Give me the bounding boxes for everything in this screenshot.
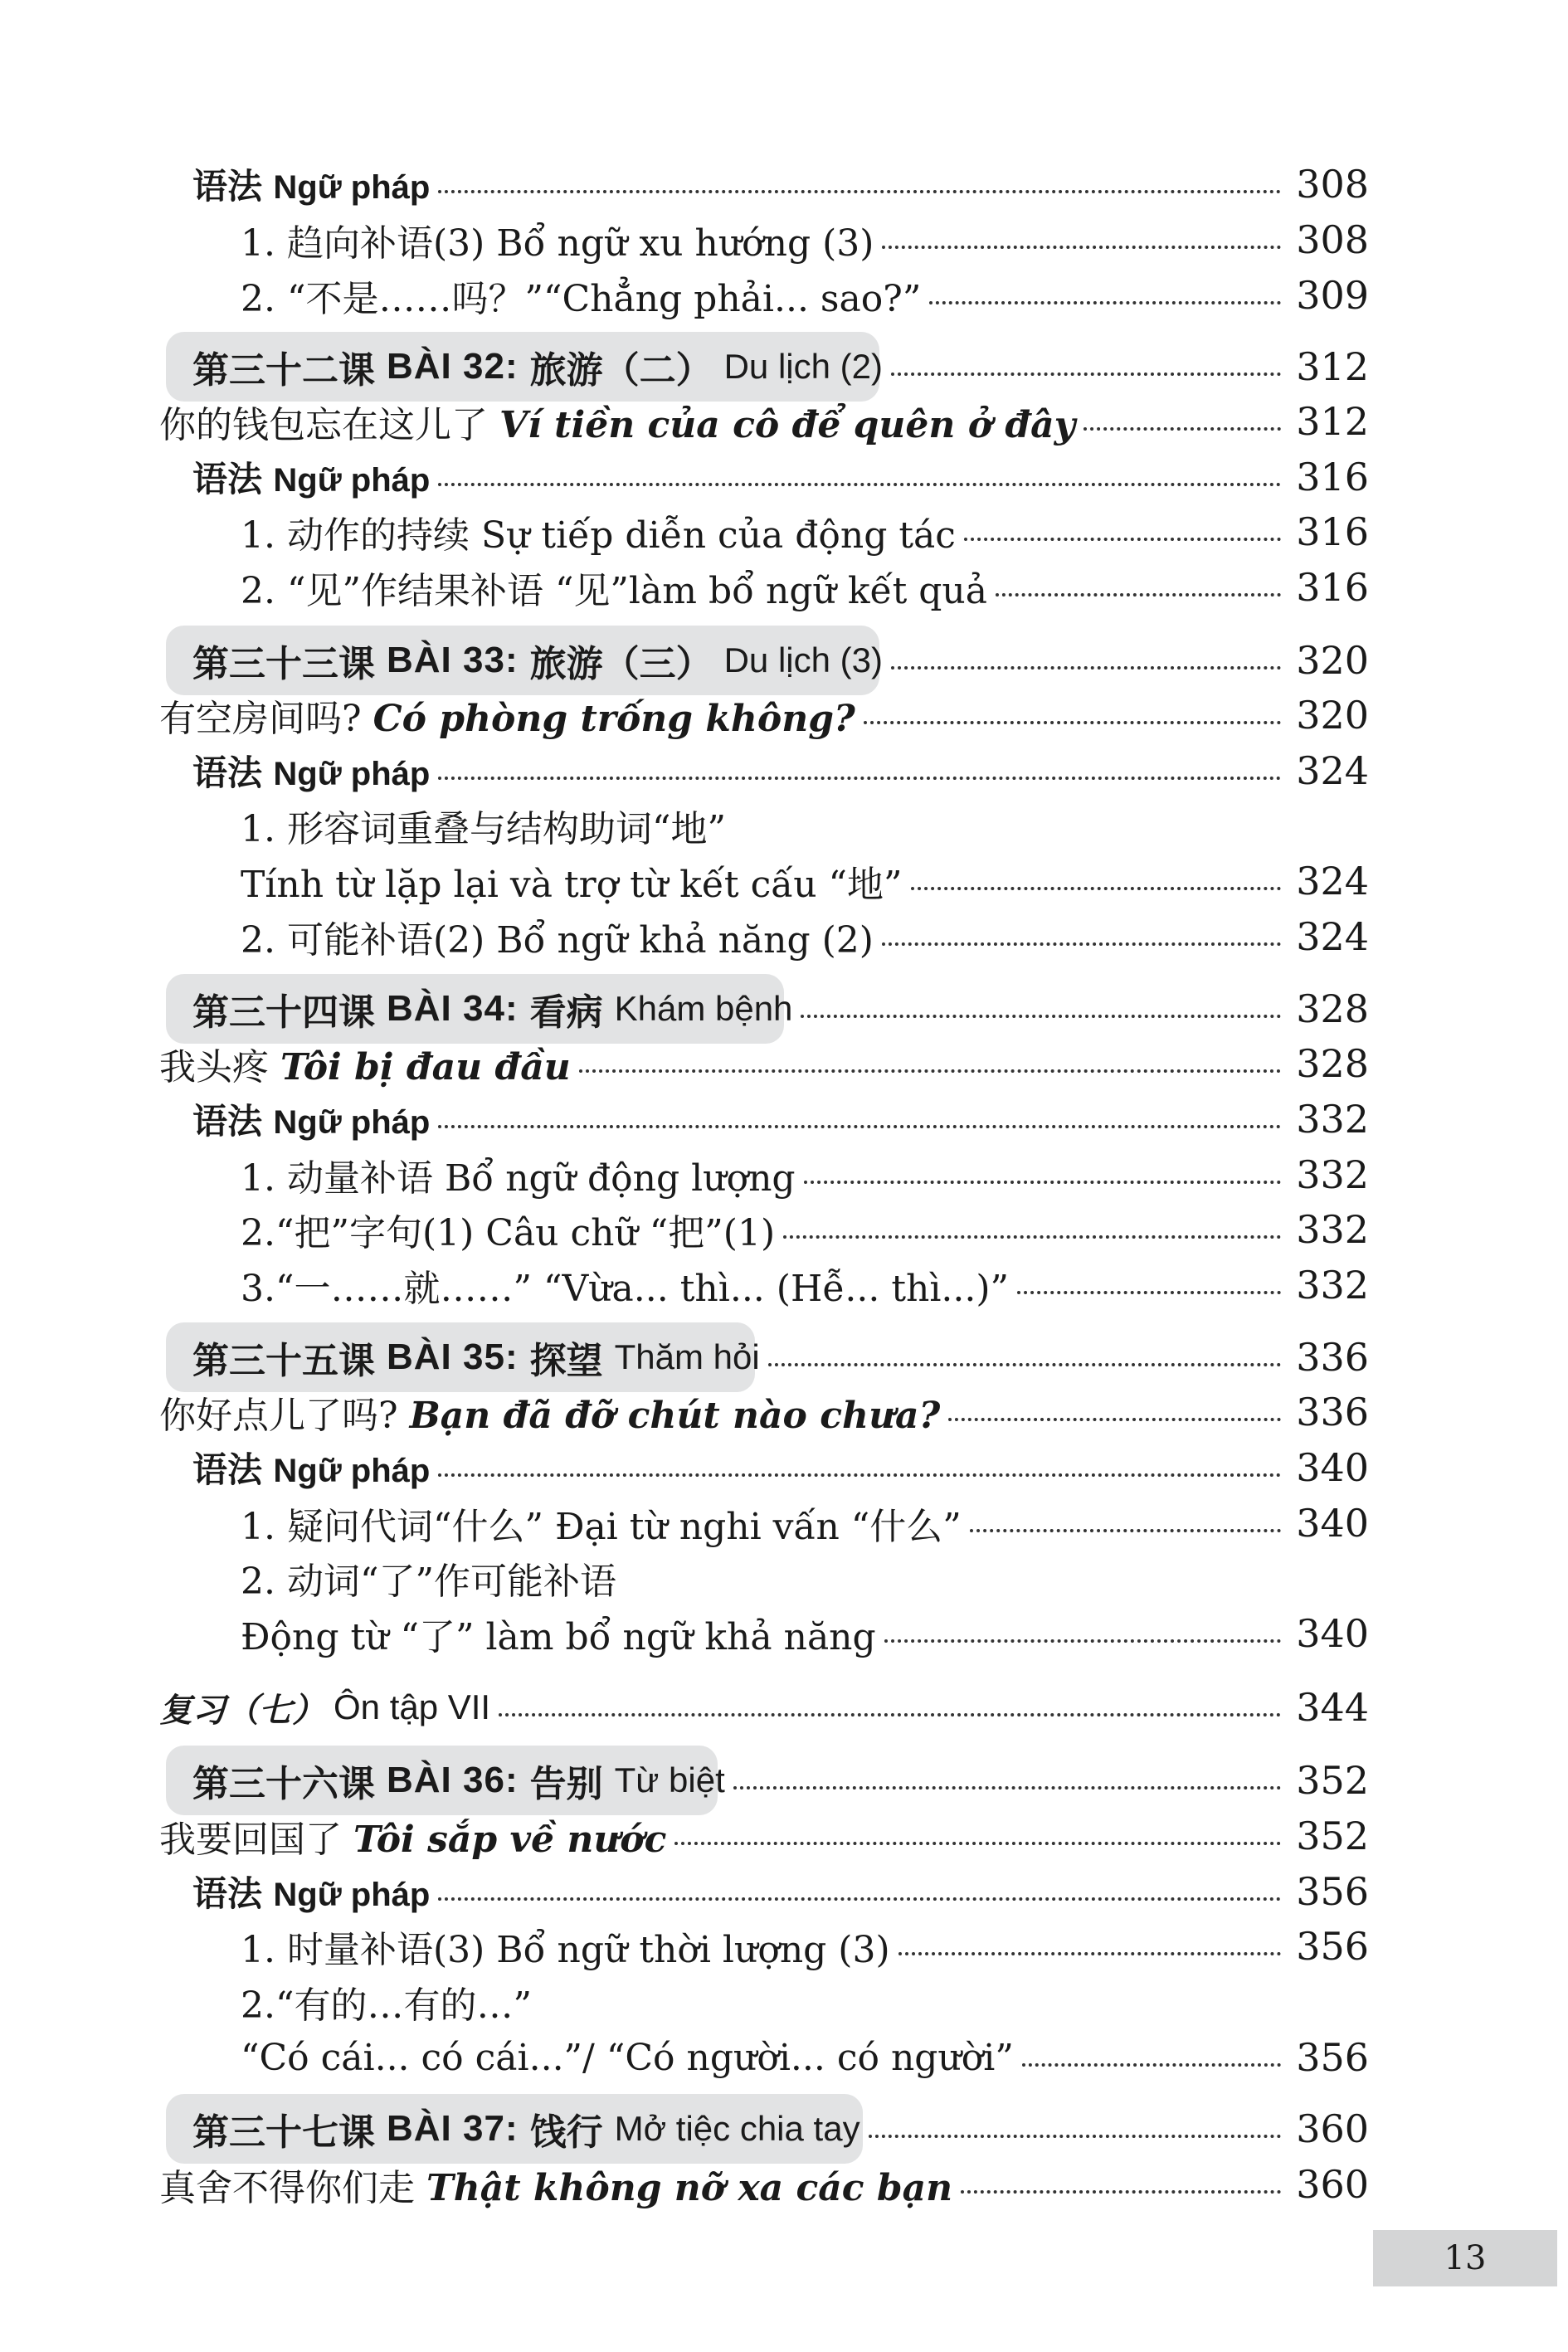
page-number-ref: 332 <box>1296 1263 1369 1307</box>
toc-entry-label <box>0 1754 725 1807</box>
toc-entry-label <box>0 2102 860 2155</box>
grammar-label-cn: 语法 <box>192 459 263 499</box>
lesson-number-vi: BÀI 33: <box>387 640 519 680</box>
grammar-item-text: 1. 动量补语 Bổ ngữ động lượng <box>241 1157 796 1200</box>
lesson-title-vi: Thăm hỏi <box>614 1337 760 1376</box>
dialog-title-vi: Tôi sắp về nước <box>353 1819 667 1861</box>
grammar-label-cn: 语法 <box>192 166 263 207</box>
grammar-label-vi: Ngữ pháp <box>273 169 431 206</box>
dot-leader <box>869 2135 1282 2138</box>
grammar-item-text: 1. 时量补语(3) Bổ ngữ thời lượng (3) <box>241 1929 890 1971</box>
toc-row-item[interactable] <box>0 1553 1568 1603</box>
dialog-title-cn: 有空房间吗? <box>159 698 362 740</box>
toc-entry-label <box>0 395 1075 448</box>
grammar-label-vi: Ngữ pháp <box>273 1104 431 1141</box>
toc-entry-label <box>0 1809 666 1863</box>
page-number-ref: 336 <box>1296 1390 1369 1434</box>
lesson-title-vi: Du lịch (3) <box>723 640 883 679</box>
toc-row-grammar[interactable] <box>0 1443 1568 1493</box>
dot-leader <box>499 1713 1281 1717</box>
toc-entry-label <box>0 269 921 322</box>
dot-leader <box>438 777 1281 780</box>
toc-entry-label <box>0 1443 430 1493</box>
toc-row-item[interactable] <box>0 1921 1568 1971</box>
dot-leader <box>438 1897 1281 1901</box>
grammar-item-text: 1. 形容词重叠与结构助词“地” <box>241 808 726 850</box>
toc-row-item[interactable] <box>0 1260 1568 1310</box>
lesson-title-cn: 告别 <box>529 1763 603 1805</box>
dialog-title-cn: 你好点儿了吗? <box>159 1395 398 1437</box>
lesson-title-cn: 旅游（二） <box>529 349 713 392</box>
toc-row-item[interactable] <box>0 507 1568 557</box>
toc-entry-label <box>0 340 883 393</box>
dot-leader <box>674 1842 1281 1845</box>
lesson-number-cn: 第三十六课 <box>192 1763 375 1805</box>
toc-row-item[interactable] <box>0 270 1568 320</box>
dialog-title-vi: Có phòng trống không? <box>373 698 855 740</box>
toc-row-dialog[interactable] <box>0 397 1568 446</box>
toc-row-dialog[interactable] <box>0 2160 1568 2209</box>
toc-row-item[interactable] <box>0 562 1568 612</box>
toc-entry-label <box>0 1037 571 1090</box>
toc-entry-label <box>0 1094 430 1144</box>
grammar-label-cn: 语法 <box>192 752 263 793</box>
page-number-ref: 309 <box>1296 273 1369 318</box>
toc-entry-label <box>0 561 987 614</box>
page-number-ref: 344 <box>1296 1685 1369 1730</box>
lesson-number-cn: 第三十二课 <box>192 349 375 392</box>
dot-leader <box>891 373 1281 376</box>
toc-row-dialog[interactable] <box>0 690 1568 740</box>
lesson-number-vi: BÀI 36: <box>387 1760 519 1800</box>
toc-entry-label <box>0 213 874 266</box>
review-title-cn: 复习（七） <box>159 1691 325 1730</box>
grammar-item-text: 2.“把”字句(1) Câu chữ “把”(1) <box>241 1212 776 1254</box>
dot-leader <box>961 2190 1281 2194</box>
dot-leader <box>1017 1291 1281 1294</box>
page-number-ref: 320 <box>1296 693 1369 738</box>
page-number-ref: 332 <box>1296 1097 1369 1142</box>
grammar-label-vi: Ngữ pháp <box>273 756 431 792</box>
lesson-number-vi: BÀI 32: <box>387 346 519 387</box>
grammar-item-text: 1. 动作的持续 Sự tiếp diễn của động tác <box>241 514 956 557</box>
grammar-item-text: Tính từ lặp lại và trợ từ kết cấu “地” <box>241 864 903 906</box>
toc-row-dialog[interactable] <box>0 1811 1568 1861</box>
grammar-item-text: 3.“一……就……” “Vừa... thì... (Hễ... thì...)” <box>241 1268 1010 1310</box>
grammar-item-text: “Có cái... có cái...”/ “Có người... có người” <box>241 2036 1014 2079</box>
toc-row-grammar[interactable] <box>0 452 1568 502</box>
lesson-title-cn: 探望 <box>529 1340 603 1382</box>
lesson-number-vi: BÀI 35: <box>387 1337 519 1377</box>
toc-row-item[interactable] <box>0 1498 1568 1548</box>
grammar-label-vi: Ngữ pháp <box>273 1877 431 1913</box>
dot-leader <box>804 1181 1282 1184</box>
dot-leader <box>884 1639 1282 1643</box>
toc-entry-label <box>0 2158 952 2211</box>
toc-row-lesson[interactable] <box>0 2104 1568 2154</box>
toc-row-item[interactable] <box>0 801 1568 850</box>
toc-row-dialog[interactable] <box>0 1387 1568 1437</box>
page-number-ref: 320 <box>1296 638 1369 683</box>
toc-entry-label <box>0 689 855 742</box>
toc-row-item[interactable] <box>0 856 1568 906</box>
page-number-ref: 332 <box>1296 1152 1369 1197</box>
grammar-label-vi: Ngữ pháp <box>273 462 431 499</box>
page-number-ref: 316 <box>1296 455 1369 499</box>
review-title-vi: Ôn tập VII <box>334 1687 491 1726</box>
page-number-ref: 340 <box>1296 1501 1369 1546</box>
toc-entry-label <box>0 1920 890 1973</box>
dot-leader <box>864 721 1281 724</box>
toc-entry-label <box>0 634 883 687</box>
page-number-ref: 336 <box>1296 1335 1369 1380</box>
dialog-title-cn: 我要回国了 <box>159 1819 342 1861</box>
toc-entry-label <box>0 746 430 796</box>
toc-row-lesson[interactable] <box>0 1755 1568 1805</box>
dot-leader <box>970 1529 1281 1532</box>
dialog-title-vi: Tôi bị đau đầu <box>280 1046 571 1088</box>
toc-entry-label <box>0 159 430 209</box>
dot-leader <box>929 301 1281 304</box>
grammar-item-text: 1. 趋向补语(3) Bổ ngữ xu hướng (3) <box>241 222 874 265</box>
toc-row-item[interactable] <box>0 215 1568 265</box>
page-number-ref: 316 <box>1296 565 1369 610</box>
page-number-ref: 324 <box>1296 859 1369 903</box>
toc-row-item[interactable] <box>0 912 1568 962</box>
dot-leader <box>438 1473 1281 1477</box>
toc-row-item[interactable] <box>0 1609 1568 1658</box>
grammar-label-cn: 语法 <box>192 1449 263 1490</box>
dialog-title-vi: Ví tiền của cô để quên ở đây <box>499 404 1076 446</box>
toc-row-grammar[interactable] <box>0 159 1568 209</box>
dialog-title-cn: 你的钱包忘在这儿了 <box>159 404 488 446</box>
grammar-item-text: Động từ “了” làm bổ ngữ khả năng <box>241 1616 876 1658</box>
toc-entry-label <box>0 1331 760 1384</box>
dot-leader <box>882 942 1281 946</box>
toc-entry-label <box>0 855 903 908</box>
toc-row-review[interactable] <box>0 1682 1568 1732</box>
page-number-ref: 328 <box>1296 986 1369 1031</box>
toc-entry-label <box>0 1684 490 1731</box>
lesson-title-cn: 看病 <box>529 991 603 1034</box>
page-number-ref: 316 <box>1296 509 1369 554</box>
lesson-number-cn: 第三十五课 <box>192 1340 375 1382</box>
grammar-item-text: 2. “不是……吗？”“Chẳng phải... sao?” <box>241 278 922 320</box>
page-number-ref: 360 <box>1296 2106 1369 2151</box>
page-number-ref: 308 <box>1296 162 1369 207</box>
toc-row-grammar[interactable] <box>0 746 1568 796</box>
page-number-box <box>1373 2230 1557 2286</box>
toc-entry-label <box>0 1975 532 2028</box>
lesson-title-vi: Du lịch (2) <box>723 347 883 386</box>
page-number-ref: 360 <box>1296 2162 1369 2207</box>
dot-leader <box>891 666 1281 670</box>
grammar-item-text: 2. 可能补语(2) Bổ ngữ khả năng (2) <box>241 919 874 962</box>
toc-entry-label <box>0 1259 1009 1312</box>
page-number-ref: 352 <box>1296 1814 1369 1858</box>
dot-leader <box>438 483 1281 486</box>
toc-entry-label <box>0 505 956 558</box>
page-number-ref: 312 <box>1296 344 1369 389</box>
page-number-ref: 356 <box>1296 1924 1369 1969</box>
grammar-item-text: 2.“有的…有的…” <box>241 1984 532 2027</box>
page-number-ref: 356 <box>1296 1869 1369 1914</box>
grammar-item-text: 2. “见”作结果补语 “见”làm bổ ngữ kết quả <box>241 570 987 612</box>
toc-entry-label <box>0 452 430 502</box>
toc-entry-label <box>0 1203 775 1256</box>
toc-row-lesson[interactable] <box>0 635 1568 685</box>
lesson-title-vi: Khám bệnh <box>614 989 793 1028</box>
toc-row-grammar[interactable] <box>0 1094 1568 1144</box>
toc-entry-label <box>0 1867 430 1916</box>
toc-entry-label <box>0 1551 616 1605</box>
toc-entry-label <box>0 799 726 852</box>
toc-row-lesson[interactable] <box>0 984 1568 1034</box>
dot-leader <box>438 190 1281 193</box>
page-number-ref: 356 <box>1296 2035 1369 2080</box>
lesson-title-vi: Mở tiệc chia tay <box>614 2109 860 2148</box>
page-number-ref: 332 <box>1296 1207 1369 1252</box>
grammar-label-cn: 语法 <box>192 1101 263 1142</box>
toc-entry-label <box>0 1607 876 1660</box>
page-number-ref: 324 <box>1296 914 1369 959</box>
page-number-ref: 340 <box>1296 1445 1369 1490</box>
dot-leader <box>579 1069 1281 1073</box>
lesson-title-cn: 饯行 <box>529 2111 603 2154</box>
dot-leader <box>801 1015 1281 1018</box>
dot-leader <box>733 1786 1281 1790</box>
toc-row-item[interactable] <box>0 1977 1568 2027</box>
lesson-title-vi: Từ biệt <box>614 1760 725 1799</box>
toc-row-item[interactable] <box>0 1205 1568 1254</box>
dot-leader <box>1083 427 1281 431</box>
page-number-ref: 308 <box>1296 217 1369 262</box>
toc-entry-label <box>0 1385 940 1439</box>
page-number: 13 <box>1444 2239 1487 2277</box>
lesson-title-cn: 旅游（三） <box>529 643 713 685</box>
dot-leader <box>783 1235 1281 1239</box>
toc-row-item[interactable] <box>0 1150 1568 1200</box>
dialog-title-vi: Thật không nỡ xa các bạn <box>426 2167 953 2209</box>
dot-leader <box>768 1363 1282 1366</box>
toc-row-dialog[interactable] <box>0 1039 1568 1088</box>
toc-entry-label <box>0 1497 962 1550</box>
page-number-ref: 328 <box>1296 1041 1369 1086</box>
toc-row-item[interactable] <box>0 2033 1568 2082</box>
grammar-item-text: 2. 动词“了”作可能补语 <box>241 1561 616 1603</box>
lesson-number-vi: BÀI 37: <box>387 2108 519 2149</box>
dot-leader <box>996 593 1281 597</box>
dialog-title-vi: Bạn đã đỡ chút nào chưa? <box>409 1395 941 1437</box>
toc-row-lesson[interactable] <box>0 342 1568 392</box>
dot-leader <box>911 887 1282 890</box>
grammar-label-cn: 语法 <box>192 1873 263 1914</box>
dialog-title-cn: 我头疼 <box>159 1046 269 1088</box>
dot-leader <box>948 1418 1281 1421</box>
toc-entry-label <box>0 1148 796 1201</box>
grammar-item-text: 1. 疑问代词“什么” Đại từ nghi vấn “什么” <box>241 1506 962 1548</box>
dot-leader <box>1022 2063 1281 2067</box>
lesson-number-cn: 第三十七课 <box>192 2111 375 2154</box>
toc-row-lesson[interactable] <box>0 1332 1568 1382</box>
toc-entry-label <box>0 982 792 1035</box>
page-number-ref: 312 <box>1296 399 1369 444</box>
lesson-number-vi: BÀI 34: <box>387 988 519 1029</box>
dot-leader <box>964 538 1281 541</box>
page-number-ref: 340 <box>1296 1611 1369 1656</box>
dialog-title-cn: 真舍不得你们走 <box>159 2167 415 2209</box>
page-number-ref: 352 <box>1296 1758 1369 1803</box>
toc-entry-label <box>0 2037 1014 2079</box>
toc-row-grammar[interactable] <box>0 1867 1568 1916</box>
page-number-ref: 324 <box>1296 748 1369 793</box>
grammar-label-vi: Ngữ pháp <box>273 1453 431 1489</box>
dot-leader <box>438 1125 1281 1128</box>
lesson-number-cn: 第三十四课 <box>192 991 375 1034</box>
dot-leader <box>882 246 1281 249</box>
toc-entry-label <box>0 910 874 963</box>
lesson-number-cn: 第三十三课 <box>192 643 375 685</box>
dot-leader <box>898 1952 1282 1955</box>
